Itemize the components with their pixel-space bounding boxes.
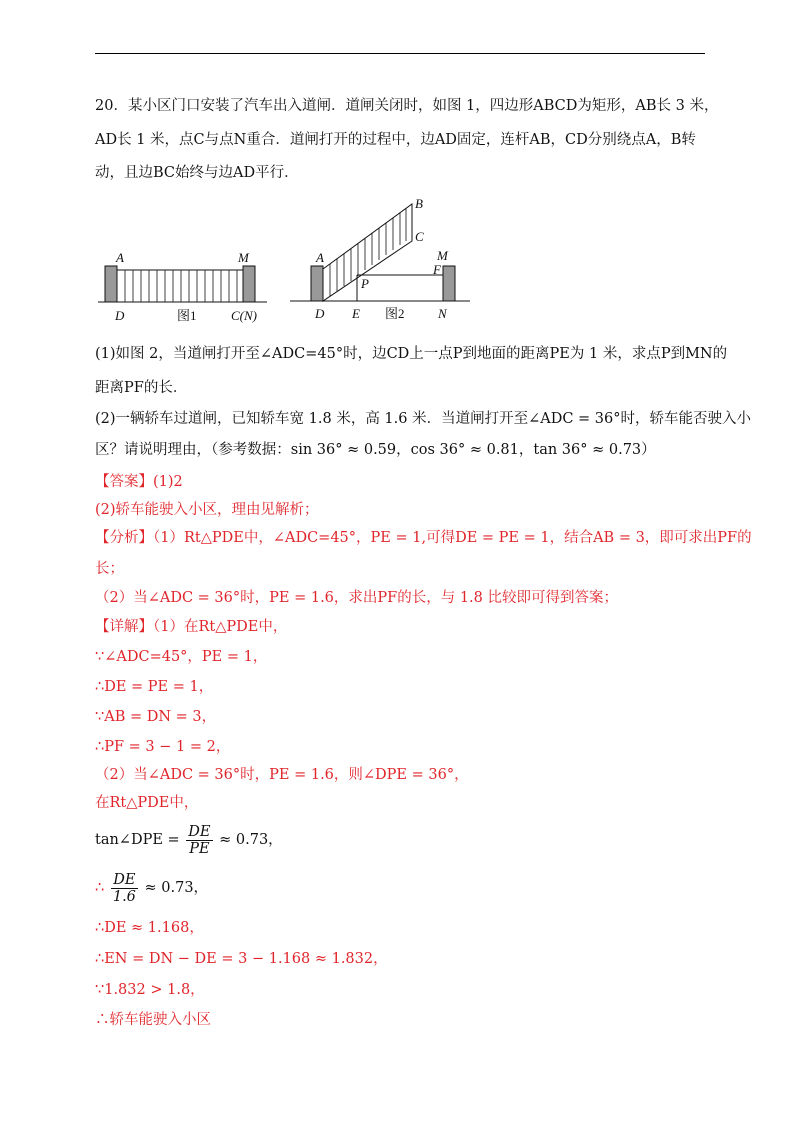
fig2-caption: 图2: [385, 306, 405, 321]
fig1-label-CN: C(N): [231, 308, 257, 323]
answer-1: (1)2: [153, 474, 183, 490]
detail-step-6: （2）当∠ADC = 36°时，PE = 1.6，则∠DPE = 36°，: [95, 767, 469, 783]
detail-line-1: [95, 617, 287, 637]
fraction-denominator: 1.6: [112, 888, 136, 905]
analysis-tag: 【分析】: [95, 530, 153, 546]
fig2-label-B: B: [415, 196, 423, 211]
problem-line-2: AD长 1 米，点C与点N重合．道闸打开的过程中，边AD固定，连杆AB，CD分别绕点A，B转: [95, 132, 696, 148]
fig1-caption: 图1: [177, 308, 197, 323]
fig2-left-post: [311, 266, 323, 301]
answer-2: (2)轿车能驶入小区，理由见解析；: [95, 502, 319, 518]
fig2-label-P: P: [361, 276, 369, 291]
fig1-label-D: D: [115, 308, 125, 323]
detail-tag: 【详解】: [95, 619, 153, 635]
detail-step-12: ∵1.832 > 1.8，: [95, 982, 205, 998]
analysis-line-1: [95, 528, 752, 548]
fig2-label-M: M: [437, 248, 448, 263]
detail-step-8-right: ≈ 0.73，: [219, 832, 283, 848]
detail-step-13: ∴轿车能驶入小区: [95, 1012, 211, 1028]
fig1-left-post: [105, 266, 117, 302]
question-2-line-2: 区？请说明理由，（参考数据：sin 36° ≈ 0.59，cos 36° ≈ 0.81，tan 36° ≈ 0.73）: [95, 442, 656, 458]
fraction-numerator: DE: [188, 823, 211, 840]
answer-line-1: [95, 472, 183, 492]
detail-step-8: [95, 822, 283, 858]
question-1-line-1: (1)如图 2，当道闸打开至∠ADC=45°时，边CD上一点P到地面的距离PE为 1 米，求点P到MN的: [95, 346, 728, 362]
fraction-denominator: PE: [189, 840, 210, 857]
detail-step-11: ∴EN = DN − DE = 3 − 1.168 ≈ 1.832，: [95, 951, 388, 967]
detail-step-8-left: tan∠DPE =: [95, 832, 180, 848]
figure-2: [285, 195, 475, 325]
detail-step-2: ∵∠ADC=45°，PE = 1，: [95, 649, 268, 665]
detail-step-9-right: ≈ 0.73，: [144, 880, 209, 896]
analysis-text-1: （1）Rt△PDE中，∠ADC=45°，PE = 1,可得DE = PE = 1，结合AB = 3，即可求出PF的: [153, 530, 752, 546]
fig2-label-E: E: [352, 306, 360, 321]
question-2-line-1: (2)一辆轿车过道闸，已知轿车宽 1.8 米，高 1.6 米．当道闸打开至∠ADC = 36°时，轿车能否驶入小: [95, 411, 752, 427]
fig2-label-C: C: [415, 229, 424, 244]
therefore-symbol: ∴: [95, 880, 105, 896]
analysis-line-3: （2）当∠ADC = 36°时，PE = 1.6，求出PF的长，与 1.8 比较即可得到答案；: [95, 590, 618, 606]
detail-step-9-fraction: [111, 872, 138, 905]
detail-step-4: ∵AB = DN = 3，: [95, 709, 217, 725]
fig2-label-D: D: [315, 306, 325, 321]
detail-step-9: [95, 870, 208, 906]
fig1-barrier: [117, 270, 243, 302]
fig1-label-M: M: [238, 250, 249, 265]
detail-step-1: （1）在Rt△PDE中，: [153, 619, 288, 635]
problem-line-1: 20．某小区门口安装了汽车出入道闸．道闸关闭时，如图 1，四边形ABCD为矩形，AB长 3 米，: [95, 98, 719, 114]
fig2-label-A: A: [316, 250, 324, 265]
detail-step-8-fraction: [186, 824, 212, 857]
analysis-line-2: 长；: [95, 561, 124, 577]
fig1-label-A: A: [116, 250, 124, 265]
fig2-label-N: N: [438, 306, 447, 321]
fig1-right-post: [243, 266, 255, 302]
detail-step-3: ∴DE = PE = 1，: [95, 679, 214, 695]
answer-tag: 【答案】: [95, 474, 153, 490]
question-1-line-2: 距离PF的长．: [95, 380, 188, 396]
fig2-label-F: F: [433, 262, 441, 277]
figure-1: [95, 240, 275, 325]
detail-step-10: ∴DE ≈ 1.168，: [95, 920, 204, 936]
fig2-right-post: [443, 266, 455, 301]
detail-step-5: ∴PF = 3 − 1 = 2，: [95, 739, 231, 755]
fraction-numerator: DE: [111, 872, 138, 889]
problem-line-3: 动，且边BC始终与边AD平行．: [95, 165, 299, 181]
top-rule: [95, 53, 705, 54]
detail-step-7: 在Rt△PDE中，: [95, 795, 199, 811]
